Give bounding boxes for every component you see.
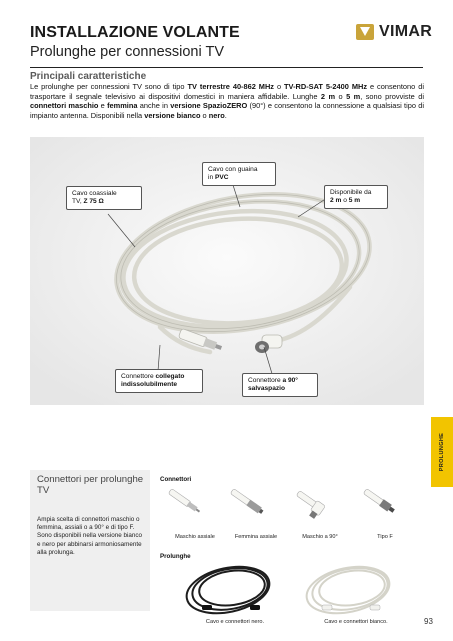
- callout-fixed-connector: Connettore collegato indissolubilmente: [115, 369, 203, 393]
- page-number: 93: [424, 617, 433, 626]
- connectors-heading: Connettori: [160, 476, 192, 483]
- connector-label: Maschio assiale: [175, 534, 215, 540]
- intro-paragraph: Le prolunghe per connessioni TV sono di tipo TV terrestre 40-862 MHz o TV-RD-SAT 5-2400 MHz e consentono di trasportare il segnale televisivo ai dispositivi domestici in maniera affidabile. Lunghe 2 m o 5 m, sono provviste di connettori maschio e femmina anche in versione SpazioZERO (90°) e consentono la connessione a qualsiasi tipo di impianto antenna. Disponibili nella versione bianco o nero.: [30, 82, 424, 121]
- page-title: INSTALLAZIONE VOLANTE: [30, 24, 240, 41]
- brand-logo: [356, 23, 432, 41]
- section-heading: Principali caratteristiche: [30, 71, 147, 82]
- connector-label: Tipo F: [377, 534, 393, 540]
- connectors-illustration: [160, 485, 420, 535]
- extension-label: Cavo e connettori nero.: [205, 619, 265, 625]
- vimar-logo-icon: [356, 24, 374, 40]
- info-box-text: Ampia scelta di connettori maschio o femmina, assiali o a 90° e di tipo F. Sono disponibili nella versione bianco e nero per abbinarsi armoniosamente alla prolunga.: [37, 516, 143, 556]
- callout-90-connector: Connettore a 90° salvaspazio: [242, 373, 318, 397]
- info-box-title: Connettori per prolunghe TV: [37, 474, 144, 496]
- extension-label: Cavo e connettori bianco.: [324, 619, 388, 625]
- header-divider: [30, 67, 423, 68]
- callout-coaxial-cable: Cavo coassiale TV, Z 75 Ω: [66, 186, 142, 210]
- callout-pvc-sheath: Cavo con guaina in PVC: [202, 162, 276, 186]
- extensions-illustration: [180, 561, 410, 617]
- callout-length-options: Disponibile da 2 m o 5 m: [324, 185, 388, 209]
- brand-name: VIMAR: [379, 23, 433, 40]
- page-subtitle: Prolunghe per connessioni TV: [30, 44, 224, 60]
- connector-label: Femmina assiale: [234, 534, 278, 540]
- connector-label: Maschio a 90°: [302, 534, 338, 540]
- extensions-heading: Prolunghe: [160, 553, 191, 560]
- section-tab: PROLUNGHE: [431, 417, 453, 487]
